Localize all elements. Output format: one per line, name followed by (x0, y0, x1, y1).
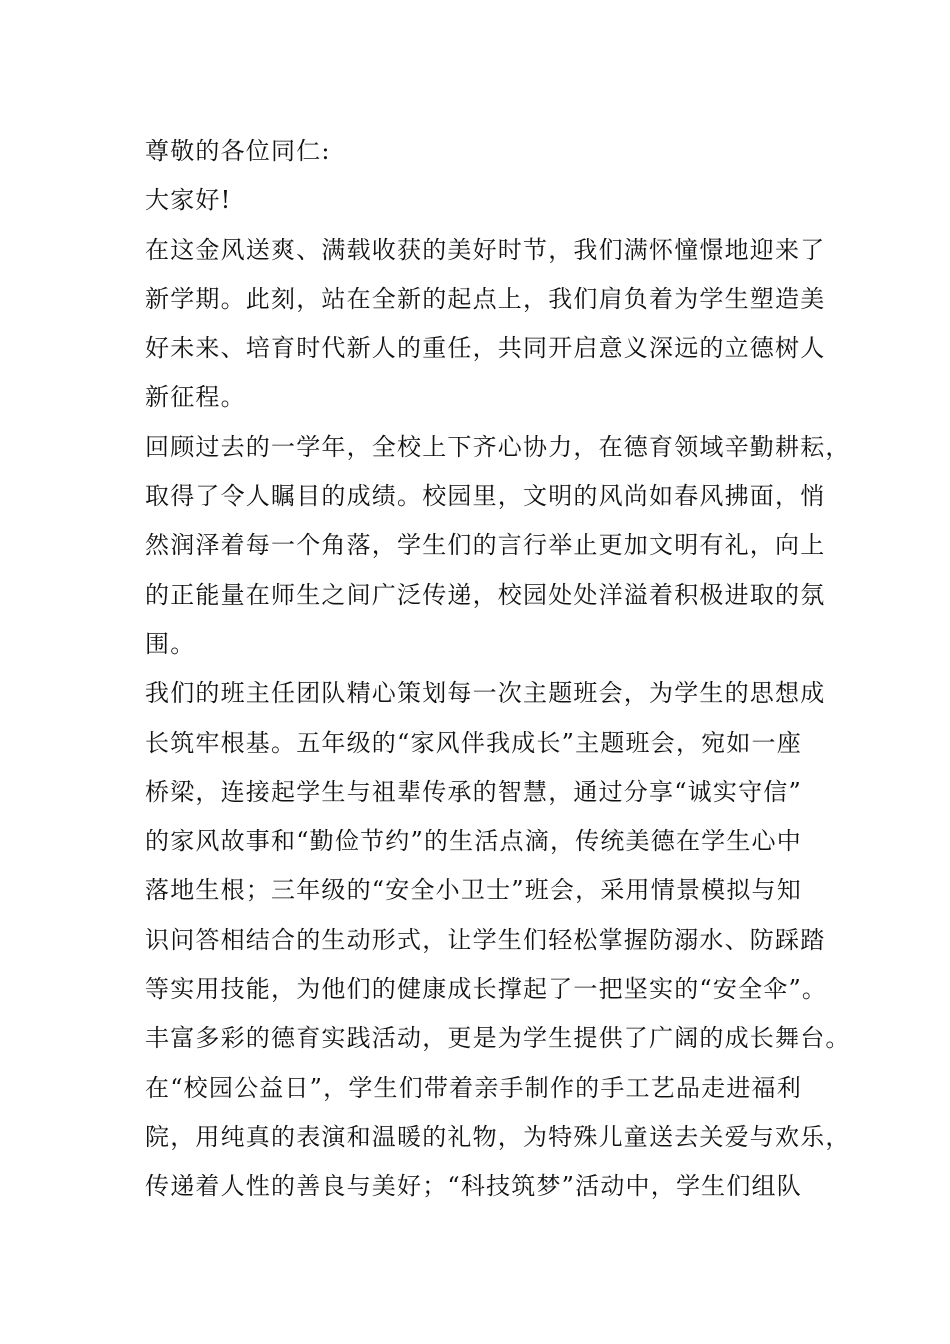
text-line: 新征程。 (145, 383, 246, 412)
text-line: 的家风故事和“勤俭节约”的生活点滴，传统美德在学生心中 (145, 827, 802, 856)
text-line: 我们的班主任团队精心策划每一次主题班会，为学生的思想成 (145, 679, 826, 708)
text-line: 围。 (145, 629, 196, 658)
document-body (145, 127, 851, 1212)
text-line: 丰富多彩的德育实践活动，更是为学生提供了广阔的成长舞台。 (145, 1024, 851, 1053)
text-line: 传递着人性的善良与美好；“科技筑梦”活动中，学生们组队 (145, 1172, 802, 1201)
text-line: 好未来、培育时代新人的重任，共同开启意义深远的立德树人 (145, 334, 826, 363)
salutation-line: 尊敬的各位同仁: (145, 137, 331, 165)
text-line: 落地生根；三年级的“安全小卫士”班会，采用情景模拟与知 (145, 876, 802, 905)
text-line: 在“校园公益日”，学生们带着亲手制作的手工艺品走进福利 (145, 1073, 802, 1102)
text-line: 桥梁，连接起学生与祖辈传承的智慧，通过分享“诚实守信” (145, 777, 802, 806)
text-line: 等实用技能，为他们的健康成长撑起了一把坚实的“安全伞”。 (145, 975, 828, 1004)
text-line: 新学期。此刻，站在全新的起点上，我们肩负着为学生塑造美 (145, 284, 826, 313)
text-line: 在这金风送爽、满载收获的美好时节，我们满怀憧憬地迎来了 (145, 235, 826, 264)
text-line: 识问答相结合的生动形式，让学生们轻松掌握防溺水、防踩踏 (145, 925, 826, 954)
text-line: 院，用纯真的表演和温暖的礼物，为特殊儿童送去关爱与欢乐， (145, 1122, 851, 1151)
text-line: 取得了令人瞩目的成绩。校园里，文明的风尚如春风拂面，悄 (145, 482, 826, 511)
text-line: 然润泽着每一个角落，学生们的言行举止更加文明有礼，向上 (145, 531, 826, 560)
text-line: 的正能量在师生之间广泛传递，校园处处洋溢着积极进取的氛 (145, 580, 826, 609)
text-line: 回顾过去的一学年，全校上下齐心协力，在德育领域辛勤耕耘， (145, 432, 851, 461)
text-line: 长筑牢根基。五年级的“家风伴我成长”主题班会，宛如一座 (145, 728, 802, 757)
greeting-line: 大家好! (145, 186, 232, 215)
